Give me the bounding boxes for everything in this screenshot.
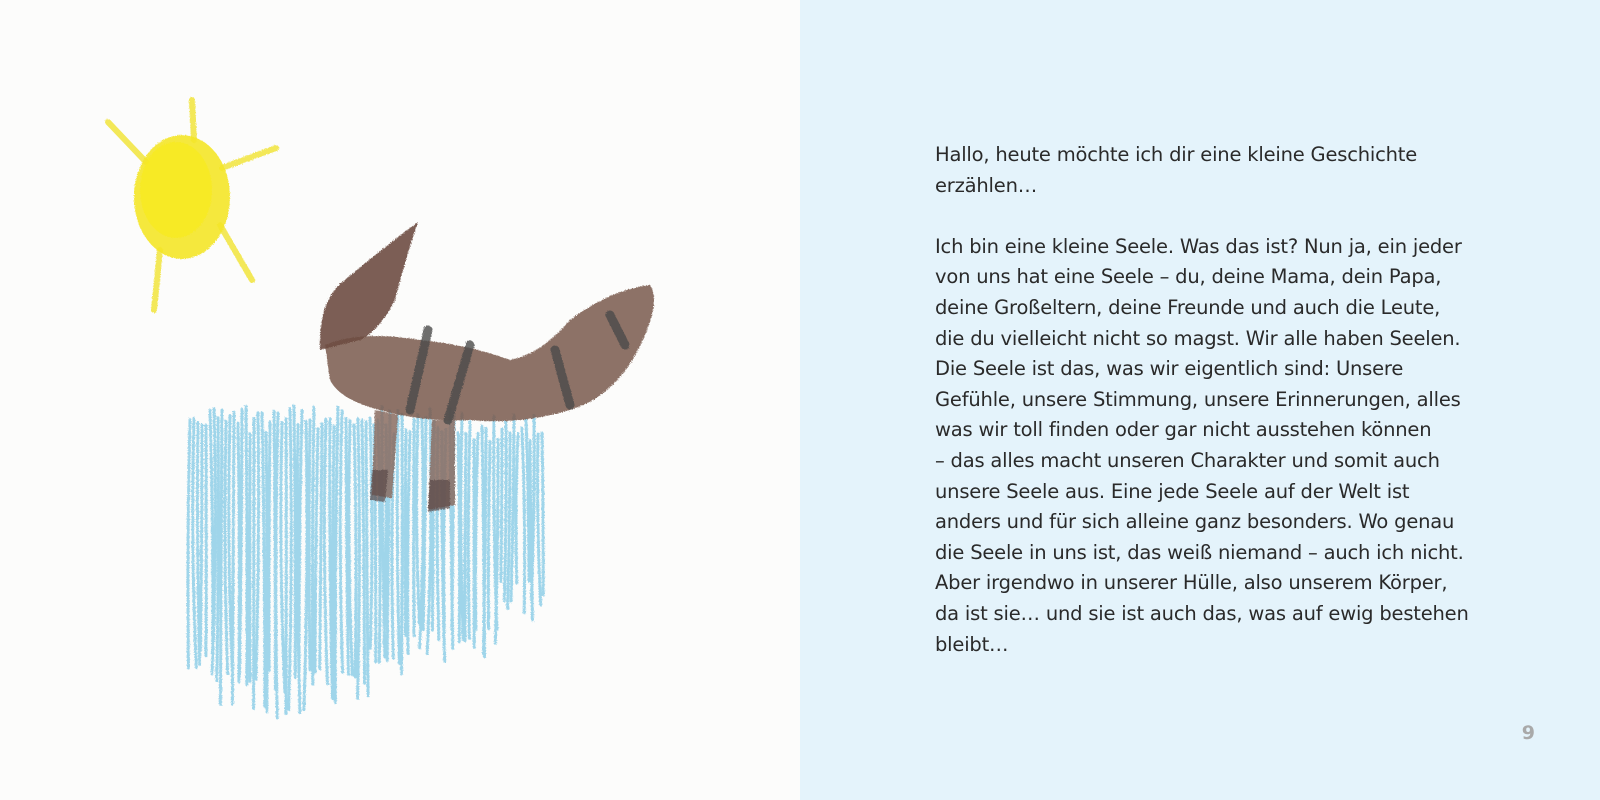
body-line: anders und für sich alleine ganz besonders. Wo genau <box>935 510 1455 534</box>
body-line: deine Großeltern, deine Freunde und auch die Leute, <box>935 295 1441 319</box>
body-line: unsere Seele aus. Eine jede Seele auf der Welt ist <box>935 479 1410 503</box>
body-line: bleibt… <box>935 632 1009 656</box>
body-line: die Seele in uns ist, das weiß niemand – auch ich nicht. <box>935 540 1464 564</box>
body-line: was wir toll finden oder gar nicht ausstehen können <box>935 418 1432 442</box>
body-line: von uns hat eine Seele – du, deine Mama, dein Papa, <box>935 265 1442 289</box>
body-line: Die Seele ist das, was wir eigentlich sind: Unsere <box>935 357 1404 381</box>
intro-line: erzählen… <box>935 173 1038 197</box>
body-line: da ist sie… und sie ist auch das, was auf ewig bestehen <box>935 601 1469 625</box>
body-line: Ich bin eine kleine Seele. Was das ist? Nun ja, ein jeder <box>935 234 1462 258</box>
body-paragraph <box>935 232 1495 660</box>
body-line: Gefühle, unsere Stimmung, unsere Erinnerungen, alles <box>935 387 1461 411</box>
intro-paragraph <box>935 140 1495 201</box>
text-page <box>800 0 1600 800</box>
page-number: 9 <box>1521 722 1535 744</box>
sun-icon <box>108 100 276 310</box>
intro-line: Hallo, heute möchte ich dir eine kleine Geschichte <box>935 143 1418 166</box>
body-line: Aber irgendwo in unserer Hülle, also unserem Körper, <box>935 571 1448 595</box>
water-icon <box>188 406 543 718</box>
body-line: – das alles macht unseren Charakter und somit auch <box>935 448 1440 472</box>
body-line: die du vielleicht nicht so magst. Wir alle haben Seelen. <box>935 326 1461 350</box>
story-text <box>935 140 1495 660</box>
